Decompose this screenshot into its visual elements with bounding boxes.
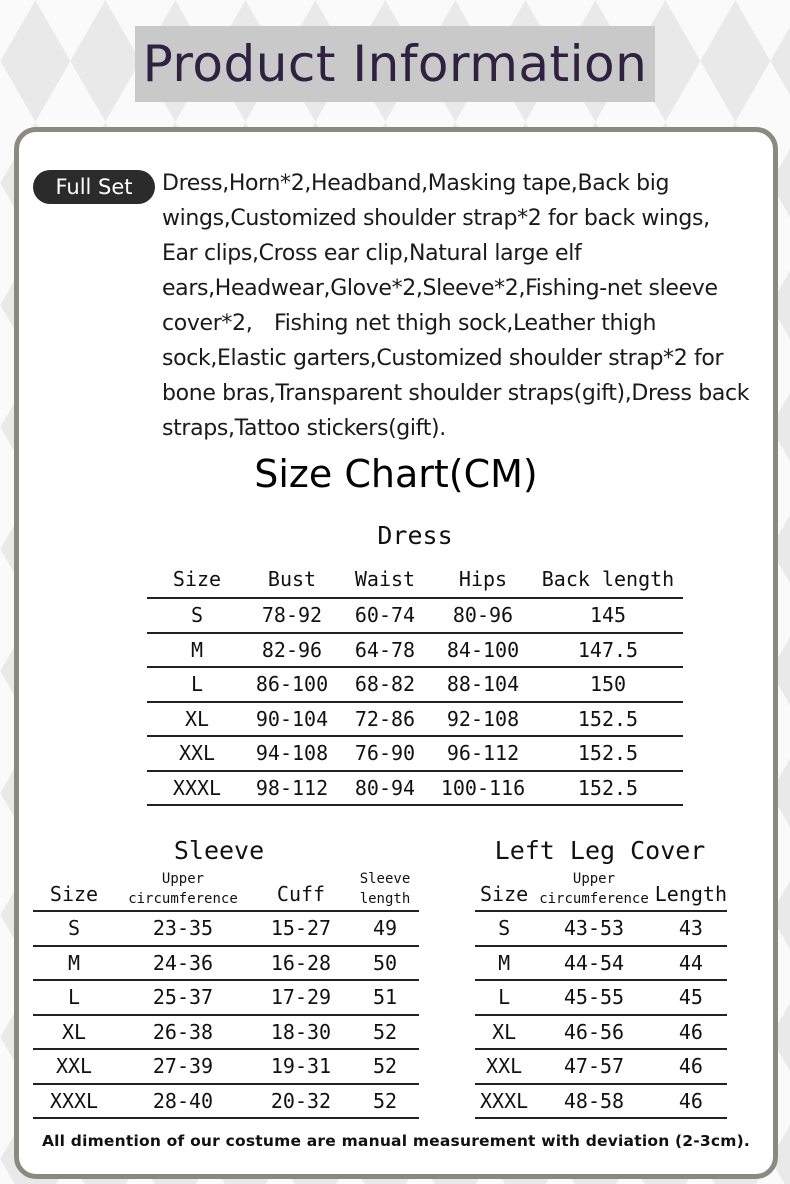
table-cell: 145 bbox=[533, 598, 683, 633]
table-cell: XXL bbox=[147, 736, 247, 771]
table-row bbox=[475, 946, 727, 981]
leg-cover-table-title: Left Leg Cover bbox=[494, 836, 706, 865]
table-cell: L bbox=[33, 980, 115, 1015]
dress-size-table bbox=[147, 560, 683, 806]
sleeve-table-title: Sleeve bbox=[173, 836, 265, 865]
table-row bbox=[475, 1084, 727, 1119]
table-cell: 23-35 bbox=[115, 911, 251, 946]
table-cell: 76-90 bbox=[337, 736, 433, 771]
table-cell: XL bbox=[33, 1015, 115, 1050]
table-cell: XXXL bbox=[33, 1084, 115, 1119]
table-cell: 17-29 bbox=[251, 980, 351, 1015]
table-cell: 46 bbox=[655, 1049, 727, 1084]
page-title: Product Information bbox=[142, 35, 648, 93]
table-cell: L bbox=[147, 667, 247, 702]
page-banner bbox=[135, 26, 655, 102]
table-cell: 26-38 bbox=[115, 1015, 251, 1050]
table-cell: 50 bbox=[351, 946, 419, 981]
table-cell: 98-112 bbox=[247, 771, 337, 806]
table-row bbox=[147, 702, 683, 737]
table-cell: 78-92 bbox=[247, 598, 337, 633]
table-cell: M bbox=[475, 946, 533, 981]
table-cell: 43-53 bbox=[533, 911, 655, 946]
sleeve-size-table bbox=[33, 867, 419, 1119]
table-cell: XXXL bbox=[147, 771, 247, 806]
table-row bbox=[147, 598, 683, 633]
sleeve-header-length-line1: Sleeve bbox=[359, 870, 411, 887]
table-cell: 152.5 bbox=[533, 702, 683, 737]
product-info-card bbox=[14, 127, 778, 1179]
table-cell: 60-74 bbox=[337, 598, 433, 633]
table-row bbox=[475, 911, 727, 946]
table-cell: L bbox=[475, 980, 533, 1015]
dress-header-size: Size bbox=[172, 566, 222, 591]
table-cell: XXXL bbox=[475, 1084, 533, 1119]
table-cell: 52 bbox=[351, 1084, 419, 1119]
table-cell: 88-104 bbox=[433, 667, 533, 702]
table-cell: 44-54 bbox=[533, 946, 655, 981]
table-row bbox=[475, 1049, 727, 1084]
table-cell: 84-100 bbox=[433, 633, 533, 668]
table-cell: 80-94 bbox=[337, 771, 433, 806]
table-cell: 45 bbox=[655, 980, 727, 1015]
table-cell: 43 bbox=[655, 911, 727, 946]
table-cell: 152.5 bbox=[533, 736, 683, 771]
table-row bbox=[33, 1084, 419, 1119]
dress-header-bust: Bust bbox=[267, 566, 317, 591]
table-cell: XL bbox=[475, 1015, 533, 1050]
table-cell: 52 bbox=[351, 1049, 419, 1084]
table-row bbox=[147, 736, 683, 771]
table-cell: S bbox=[147, 598, 247, 633]
table-row bbox=[475, 1015, 727, 1050]
table-row bbox=[33, 1015, 419, 1050]
table-cell: 20-32 bbox=[251, 1084, 351, 1119]
table-cell: 15-27 bbox=[251, 911, 351, 946]
table-cell: XXL bbox=[33, 1049, 115, 1084]
measurement-footnote: All dimention of our costume are manual measurement with deviation (2-3cm). bbox=[41, 1132, 751, 1150]
table-row bbox=[33, 980, 419, 1015]
table-cell: 24-36 bbox=[115, 946, 251, 981]
table-cell: 68-82 bbox=[337, 667, 433, 702]
table-cell: M bbox=[33, 946, 115, 981]
table-cell: 48-58 bbox=[533, 1084, 655, 1119]
leg-header-length: Length bbox=[654, 882, 727, 906]
table-row bbox=[147, 771, 683, 806]
sleeve-header-upper-line1: Upper bbox=[161, 870, 205, 887]
table-cell: 80-96 bbox=[433, 598, 533, 633]
table-cell: 46 bbox=[655, 1084, 727, 1119]
dress-header-back-length: Back length bbox=[541, 566, 675, 591]
table-cell: 72-86 bbox=[337, 702, 433, 737]
leg-cover-size-table bbox=[475, 867, 727, 1119]
table-cell: 52 bbox=[351, 1015, 419, 1050]
sleeve-header-upper-line2: circumference bbox=[128, 890, 238, 907]
table-row bbox=[475, 980, 727, 1015]
table-cell: 16-28 bbox=[251, 946, 351, 981]
sleeve-header-cuff: Cuff bbox=[276, 882, 326, 906]
table-row bbox=[33, 911, 419, 946]
table-row bbox=[33, 1049, 419, 1084]
sleeve-header-length-line2: length bbox=[359, 890, 411, 907]
leg-header-size: Size bbox=[480, 882, 529, 906]
table-cell: 100-116 bbox=[433, 771, 533, 806]
table-cell: 49 bbox=[351, 911, 419, 946]
table-cell: 147.5 bbox=[533, 633, 683, 668]
table-cell: XL bbox=[147, 702, 247, 737]
full-set-badge: Full Set bbox=[33, 170, 155, 204]
table-cell: S bbox=[33, 911, 115, 946]
table-cell: 47-57 bbox=[533, 1049, 655, 1084]
leg-header-upper-line1: Upper bbox=[572, 870, 616, 887]
table-cell: 19-31 bbox=[251, 1049, 351, 1084]
table-cell: 25-37 bbox=[115, 980, 251, 1015]
table-cell: XXL bbox=[475, 1049, 533, 1084]
table-row bbox=[147, 667, 683, 702]
table-row bbox=[147, 633, 683, 668]
sleeve-header-size: Size bbox=[49, 882, 99, 906]
leg-header-upper-line2: circumference bbox=[539, 890, 649, 907]
table-cell: 46 bbox=[655, 1015, 727, 1050]
table-cell: 44 bbox=[655, 946, 727, 981]
table-cell: 94-108 bbox=[247, 736, 337, 771]
dress-header-hips: Hips bbox=[458, 566, 508, 591]
dress-table-title: Dress bbox=[377, 521, 453, 550]
table-cell: 86-100 bbox=[247, 667, 337, 702]
table-cell: 92-108 bbox=[433, 702, 533, 737]
size-chart-title: Size Chart(CM) bbox=[254, 452, 538, 496]
table-cell: 90-104 bbox=[247, 702, 337, 737]
sleeve-header-upper-circumference bbox=[115, 867, 251, 911]
table-cell: S bbox=[475, 911, 533, 946]
table-cell: 51 bbox=[351, 980, 419, 1015]
dress-header-waist: Waist bbox=[354, 566, 416, 591]
table-cell: 28-40 bbox=[115, 1084, 251, 1119]
table-cell: 152.5 bbox=[533, 771, 683, 806]
sleeve-header-sleeve-length bbox=[351, 867, 419, 911]
table-cell: 45-55 bbox=[533, 980, 655, 1015]
table-cell: M bbox=[147, 633, 247, 668]
full-set-description: Dress,Horn*2,Headband,Masking tape,Back big wings,Customized shoulder strap*2 for back wings, Ear clips,Cross ear clip,Natural large elf ears,Headwear,Glove*2,Sleeve*2,Fishing-net sleeve cover*2, Fishing net thigh sock,Leather thigh sock,Elastic garters,Customized shoulder strap*2 for bone bras,Transparent shoulder straps(gift),Dress back straps,Tattoo stickers(gift). bbox=[162, 171, 750, 441]
table-cell: 96-112 bbox=[433, 736, 533, 771]
table-cell: 46-56 bbox=[533, 1015, 655, 1050]
table-cell: 150 bbox=[533, 667, 683, 702]
table-cell: 82-96 bbox=[247, 633, 337, 668]
table-cell: 64-78 bbox=[337, 633, 433, 668]
leg-header-upper-circumference bbox=[533, 867, 655, 911]
table-row bbox=[33, 946, 419, 981]
table-cell: 18-30 bbox=[251, 1015, 351, 1050]
table-cell: 27-39 bbox=[115, 1049, 251, 1084]
